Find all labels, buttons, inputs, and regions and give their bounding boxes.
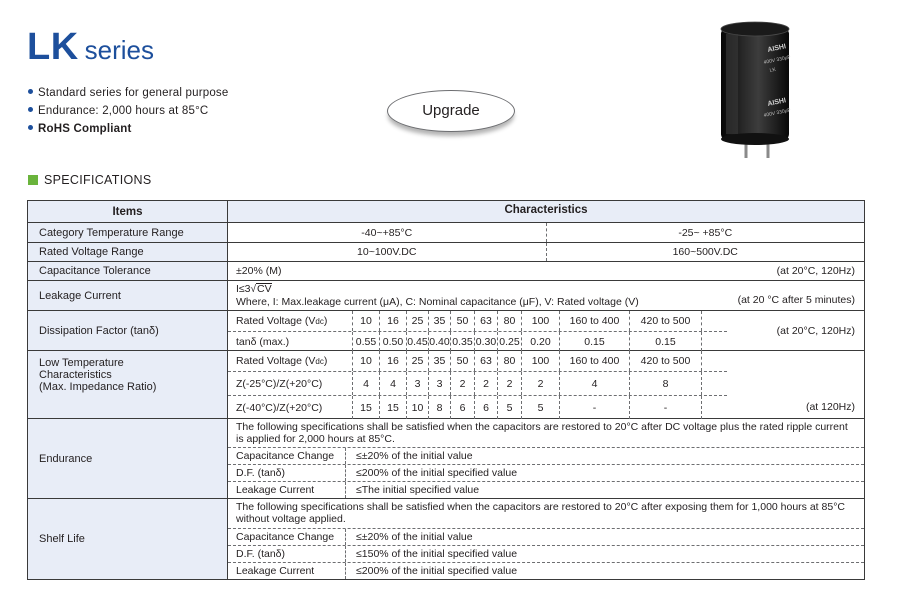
capacitor-brand: AISHI: [766, 97, 787, 108]
series-code: LK: [27, 26, 79, 68]
bullet-icon: [28, 89, 33, 94]
table-row: Dissipation Factor (tanδ) Rated Voltage (V dc ) 10 16 25 35 50 63 80 100 160 to 400 420 to 500 tanδ (max.) 0.55 0.50 0.45 0.40 0.35 0.30 0.25 0.20 0.15 0.15 (at 20°C, 120Hz): [28, 310, 864, 350]
capacitor-marking: 400V 330μF: [763, 54, 792, 66]
capacitor-image: [718, 20, 792, 160]
feature-item: Standard series for general purpose: [28, 84, 228, 102]
table-row: Capacitance Tolerance ±20% (M) (at 20°C, 120Hz): [28, 261, 864, 280]
table-row: Shelf Life The following specifications shall be satisfied when the capacitors are restored to 20°C after exposing them for 1,000 hours at 85°C without voltage applied. Capacitance Change ≤±20% of the initial value D.F. (tanδ) ≤150% of the initial specified value Leakage Current ≤200% of the initial specified value: [28, 498, 864, 579]
header-items: Items: [28, 201, 228, 222]
leakage-formula: I≤3√CV: [236, 283, 272, 295]
table-row: Leakage Current I≤3√CV Where, I: Max.leakage current (μA), C: Nominal capacitance (μF), V: Rated voltage (V) (at 20 °C after 5 minutes): [28, 280, 864, 310]
bullet-icon: [28, 107, 33, 112]
feature-list: [28, 84, 228, 138]
capacitor-brand: AISHI: [766, 43, 787, 54]
section-title: SPECIFICATIONS: [28, 173, 151, 187]
upgrade-badge: Upgrade: [387, 90, 515, 132]
square-bullet-icon: [28, 175, 38, 185]
table-row: Endurance The following specifications shall be satisfied when the capacitors are restored to 20°C after DC voltage plus the rated ripple current is applied for 2,000 hours at 85°C. Capacitance Change ≤±20% of the initial value D.F. (tanδ) ≤200% of the initial specified value Leakage Current ≤The initial specified value: [28, 418, 864, 498]
capacitor-marking: 400V 330μF: [763, 107, 792, 119]
feature-item: Endurance: 2,000 hours at 85°C: [28, 102, 228, 120]
table-header: [28, 201, 864, 222]
series-title: [27, 28, 154, 66]
capacitor-marking: LK: [769, 66, 777, 74]
bullet-icon: [28, 125, 33, 130]
feature-item: RoHS Compliant: [28, 120, 228, 138]
series-word: series: [84, 35, 155, 65]
header-characteristics: Characteristics: [228, 201, 864, 222]
table-row: Rated Voltage Range 10~100V.DC 160~500V.DC: [28, 242, 864, 261]
table-row: Low Temperature Characteristics (Max. Impedance Ratio) Rated Voltage (V dc ) 10 16 25 35 50 63 80 100 160 to 400 420 to 500 Z(-25°C)/Z(+20°C) 4 4 3 3 2 2 2 2 4 8 Z(-40°C)/Z(+20°C) 15 15 10 8 6 6 5 5 - - (at 120Hz): [28, 350, 864, 418]
table-row: Category Temperature Range -40~+85°C -25~ +85°C: [28, 222, 864, 242]
spec-table: [27, 200, 865, 580]
